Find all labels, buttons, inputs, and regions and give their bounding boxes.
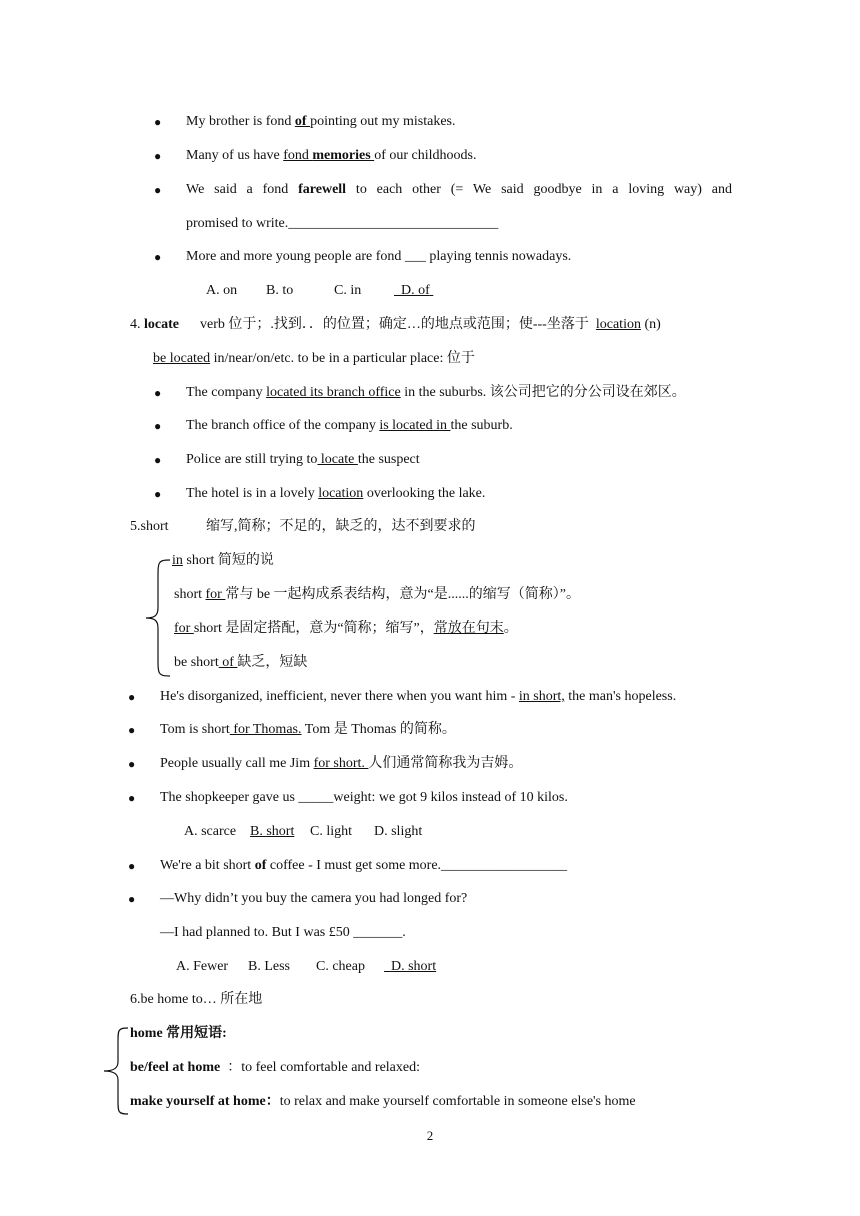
section-heading: 5.short 缩写,简称；不足的，缺乏的，达不到要求的: [130, 519, 476, 534]
bullet: ●: [128, 690, 136, 704]
bullet: ●: [128, 757, 136, 771]
curly-brace-icon: [100, 1026, 130, 1116]
exercise-options: A. scarce B. short C. light D. slight: [184, 824, 423, 839]
section-heading: 4. locate verb 位于；.找到．．的位置；确定…的地点或范围；使---坐落于 location (n): [130, 317, 661, 332]
bullet: ●: [128, 859, 136, 873]
example-line: My brother is fond of pointing out my mistakes.: [186, 114, 456, 129]
page-number: 2: [426, 1128, 434, 1143]
example-line: People usually call me Jim for short. 人们通常简称我为吉姆。: [160, 756, 523, 771]
phrase-heading: home 常用短语:: [130, 1026, 227, 1041]
bullet: ●: [154, 149, 162, 163]
answer: D. short: [391, 959, 437, 974]
bullet: ●: [154, 250, 162, 264]
bullet: ●: [128, 791, 136, 805]
exercise-question: The shopkeeper gave us _____weight: we got 9 kilos instead of 10 kilos.: [160, 790, 568, 805]
exercise-options: A. Fewer B. Less C. cheap D. short: [176, 959, 437, 974]
example-line: We said a fond farewell to each other (= We said goodbye in a loving way) and: [186, 182, 732, 197]
phrase-line: for short 是固定搭配，意为“简称；缩写”，常放在句末。: [174, 621, 518, 636]
phrase-line: be/feel at home ：to feel comfortable and relaxed:: [130, 1060, 421, 1075]
bullet: ●: [154, 183, 162, 197]
example-line: We're a bit short of coffee - I must get some more.__________________: [160, 858, 568, 873]
exercise-options: A. on B. to C. in D. of: [206, 282, 237, 300]
answer: B. short: [250, 824, 295, 839]
example-line-continued: promised to write.______________________________: [186, 216, 499, 231]
bullet: ●: [154, 487, 162, 501]
bullet: ●: [154, 419, 162, 433]
answer: D. of: [401, 283, 430, 298]
phrase-line: short for 常与 be 一起构成系表结构，意为“是......的缩写（简称）”。: [174, 587, 580, 602]
phrase-line: make yourself at home：to relax and make yourself comfortable in someone else's home: [130, 1094, 636, 1109]
bullet: ●: [154, 386, 162, 400]
example-line: Many of us have fond memories of our childhoods.: [186, 148, 477, 163]
bullet: ●: [154, 453, 162, 467]
exercise-question: More and more young people are fond ___ playing tennis nowadays.: [186, 249, 572, 264]
phrase-line: be short of 缺乏，短缺: [174, 655, 308, 670]
example-line: He's disorganized, inefficient, never there when you want him - in short, the man's hopeless.: [160, 689, 677, 704]
bullet: ●: [154, 115, 162, 129]
curly-brace-icon: [142, 558, 172, 678]
phrase-line: in short 简短的说: [172, 553, 274, 568]
bullet: ●: [128, 892, 136, 906]
example-line: Police are still trying to locate the suspect: [186, 452, 420, 467]
example-line: Tom is short for Thomas. Tom 是 Thomas 的简称。: [160, 722, 456, 737]
bullet: ●: [128, 723, 136, 737]
usage-note: be located in/near/on/etc. to be in a particular place: 位于: [153, 351, 475, 366]
example-line: The company located its branch office in the suburbs. 该公司把它的分公司设在郊区。: [186, 385, 686, 400]
dialogue-line: —Why didn’t you buy the camera you had longed for?: [160, 891, 468, 906]
example-line: The hotel is in a lovely location overlooking the lake.: [186, 486, 486, 501]
dialogue-line: —I had planned to. But I was £50 _______.: [160, 925, 406, 940]
section-heading: 6.be home to… 所在地: [130, 992, 263, 1007]
example-line: The branch office of the company is located in the suburb.: [186, 418, 513, 433]
